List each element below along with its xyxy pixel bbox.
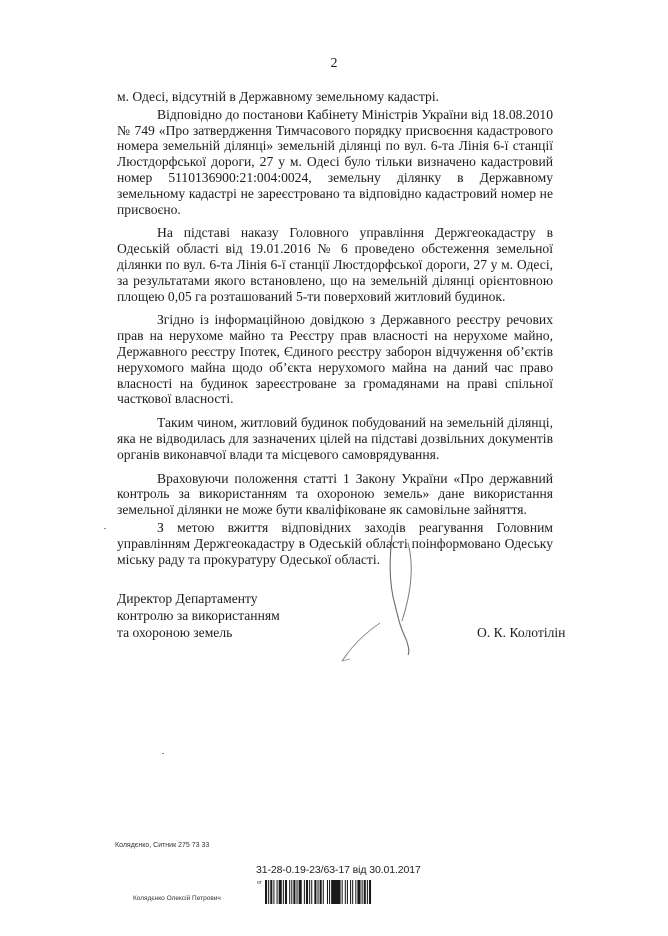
barcode	[265, 880, 431, 904]
paragraph-actions-taken: З метою вжиття відповідних заходів реагування Головним управлінням Держгеокадастру в Одеській області поінформовано Одеську міську раду та прокуратуру Одеської області.	[117, 519, 553, 567]
barcode-bar	[293, 880, 295, 904]
barcode-bar	[352, 880, 353, 904]
barcode-bar	[311, 880, 312, 904]
signatory-position-line: Директор Департаменту	[117, 591, 258, 606]
signatory-name: О. К. Колотілін	[477, 625, 566, 640]
barcode-bar	[299, 880, 302, 904]
barcode-bar	[273, 880, 274, 904]
barcode-bar	[323, 880, 324, 904]
registration-number: 31-28-0.19-23/63-17 від 30.01.2017	[256, 864, 421, 876]
barcode-bar	[320, 880, 322, 904]
paragraph-registry-info: Згідно із інформаційною довідкою з Державного реєстру речових прав на нерухоме майно та Реєстру прав власності на нерухоме майно, Державного реєстру Іпотек, Єдиного реєстру заборон відчуження об’єктів нерухомого майна щодо об’єкта нерухомого майна на даний час право власності на будинок зареєстроване за громадянами на праві спільної часткової власності.	[117, 312, 553, 407]
barcode-bar	[350, 880, 351, 904]
barcode-bar	[367, 880, 368, 904]
barcode-bar	[342, 880, 343, 904]
barcode-bar	[331, 880, 340, 904]
barcode-bar	[314, 880, 316, 904]
barcode-bar	[355, 880, 356, 904]
barcode-bar	[327, 880, 328, 904]
signatory-position	[117, 590, 280, 641]
barcode-bar	[362, 880, 363, 904]
barcode-bar	[329, 880, 330, 904]
barcode-bar	[347, 880, 348, 904]
barcode-bar	[345, 880, 346, 904]
barcode-bar	[270, 880, 272, 904]
registrant-name: Колядєнко Олексій Петрович	[133, 895, 221, 902]
signatory-position-line: та охороною земель	[117, 625, 233, 640]
letter-body	[117, 89, 553, 567]
barcode-bar	[285, 880, 287, 904]
barcode-prefix: от	[257, 880, 262, 886]
barcode-bar	[306, 880, 308, 904]
paragraph-conclusion: Таким чином, житловий будинок побудований на земельній ділянці, яка не відводилась для зазначених цілей на підставі дозвільних документів органів виконавчої влади та місцевого самоврядування.	[117, 415, 553, 462]
barcode-bar	[265, 880, 267, 904]
barcode-bar	[289, 880, 290, 904]
barcode-bar	[291, 880, 292, 904]
paragraph-law-reference: Враховуючи положення статті 1 Закону України «Про державний контроль за використанням та охороною земель» дане використання земельної ділянки не може бути кваліфіковане як самовільне зайняття.	[117, 470, 553, 518]
executor-info: Колядєнко, Ситник 275 73 33	[115, 842, 210, 849]
barcode-bar	[277, 880, 278, 904]
signatory-position-line: контролю за використанням	[117, 608, 280, 623]
barcode-bar	[309, 880, 310, 904]
barcode-bar	[364, 880, 366, 904]
barcode-bar	[297, 880, 298, 904]
paragraph-cadastral-number: Відповідно до постанови Кабінету Міністрів України від 18.08.2010 № 749 «Про затвердження Тимчасового порядку присвоєння кадастрового номера земельній ділянці» земельній ділянці по вул. 6-та Лінія 6-ї станції Люстдорфської дороги, 27 у м. Одесі було тільки визначено кадастровий номер 5110136900:21:004:0024, земельну ділянку в Державному земельному кадастрі не зареєстровано та відповідно кадастровий номер не присвоєно.	[117, 106, 553, 217]
page-number: 2	[330, 56, 338, 71]
barcode-bar	[279, 880, 282, 904]
scan-artifact	[162, 753, 164, 754]
barcode-bar	[304, 880, 305, 904]
barcode-bar	[318, 880, 319, 904]
barcode-bar	[357, 880, 360, 904]
barcode-bar	[369, 880, 371, 904]
barcode-bar	[268, 880, 269, 904]
handwritten-signature	[340, 535, 480, 665]
paragraph-continuation: м. Одесі, відсутній в Державному земельному кадастрі.	[117, 89, 440, 104]
barcode-bar	[283, 880, 284, 904]
scan-artifact	[104, 528, 106, 529]
paragraph-inspection: На підставі наказу Головного управління Держгеокадастру в Одеській області від 19.01.2016 № 6 проведено обстеження земельної ділянки по вул. 6-та Лінія 6-ї станції Люстдорфської дороги, 27 у м. Одесі, за результатами якого встановлено, що на земельній ділянці орієнтовною площею 0,05 га розташований 5-ти поверховий житловий будинок.	[117, 225, 553, 304]
